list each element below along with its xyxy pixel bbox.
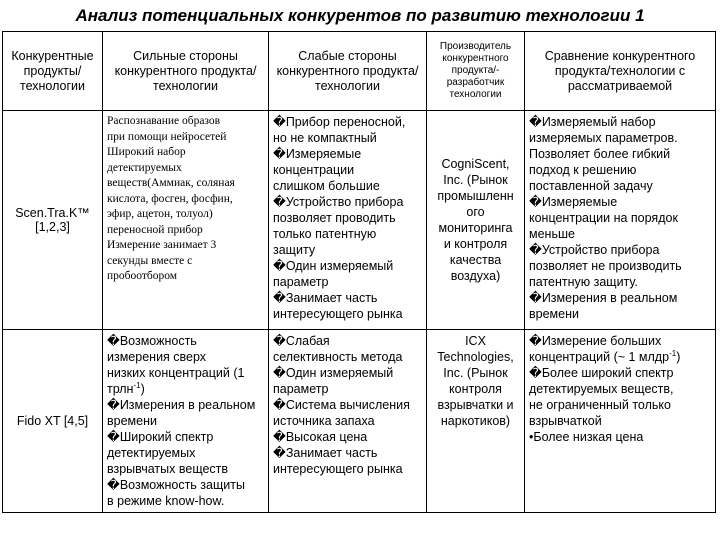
header-row bbox=[3, 32, 716, 111]
header-weaknesses: Слабые стороны конкурентного продукта/технологии bbox=[269, 32, 427, 111]
strength-line: детектируемых bbox=[107, 446, 196, 460]
strength-line: �Измерения в реальном bbox=[107, 398, 256, 412]
maker-line: ого bbox=[466, 205, 485, 219]
maker-line: мониторинга bbox=[438, 221, 513, 235]
strength-text: трлн bbox=[107, 382, 134, 396]
comparison-line: �Измерения в реальном bbox=[529, 291, 678, 305]
comparison-line: �Более широкий спектр bbox=[529, 366, 674, 380]
comparison-text: ) bbox=[676, 350, 681, 364]
maker-line: качества bbox=[449, 253, 502, 267]
competitor-table bbox=[2, 31, 716, 513]
comparison-line: �Устройство прибора bbox=[529, 243, 660, 257]
comparison-line: �Измеряемый набор bbox=[529, 115, 656, 129]
comparison-line: не ограниченный только bbox=[529, 398, 671, 412]
strength-line: �Возможность защиты bbox=[107, 478, 245, 492]
comparison-line: концентрации на порядок bbox=[529, 211, 678, 225]
weakness-line: �Система вычисления bbox=[273, 398, 410, 412]
maker-cell bbox=[427, 330, 525, 513]
weakness-line: �Занимает часть bbox=[273, 291, 378, 305]
weakness-line: слишком большие bbox=[273, 179, 380, 193]
weakness-line: �Один измеряемый bbox=[273, 366, 394, 380]
strength-line: секунды вместе с bbox=[107, 254, 193, 267]
weakness-line: �Один измеряемый bbox=[273, 259, 394, 273]
superscript: -1 bbox=[133, 380, 141, 390]
weakness-line: источника запаха bbox=[273, 414, 375, 428]
strength-line: пробоотбором bbox=[107, 270, 178, 282]
comparison-line: подход к решению bbox=[529, 163, 637, 177]
strength-line: Распознавание образов bbox=[107, 115, 221, 127]
strength-line: взрывчатых веществ bbox=[107, 462, 229, 476]
weakness-line: �Устройство прибора bbox=[273, 195, 404, 209]
comparison-line: �Измерение больших bbox=[529, 334, 662, 348]
strength-line: эфир, ацетон, толуол) bbox=[107, 208, 213, 220]
product-name: Fido XT [4,5] bbox=[3, 330, 103, 513]
page-title: Анализ потенциальных конкурентов по развитию технологии 1 bbox=[75, 6, 645, 25]
strength-line: измерения сверх bbox=[107, 350, 207, 364]
strength-line: �Возможность bbox=[107, 334, 197, 348]
table-row bbox=[3, 111, 716, 330]
product-name: Scen.Tra.K™ [1,2,3] bbox=[3, 111, 103, 330]
comparison-cell bbox=[525, 111, 716, 330]
maker-line: Technologies, bbox=[437, 350, 514, 364]
comparison-line: детектируемых веществ, bbox=[529, 382, 674, 396]
weaknesses-cell bbox=[269, 330, 427, 513]
strength-line: Широкий набор bbox=[107, 146, 186, 158]
comparison-line: Позволяет более гибкий bbox=[529, 147, 671, 161]
maker-line: Inc. (Рынок bbox=[443, 173, 508, 187]
maker-line: контроля bbox=[449, 382, 502, 396]
weakness-line: �Занимает часть bbox=[273, 446, 378, 460]
weakness-line: параметр bbox=[273, 382, 329, 396]
weakness-line: �Измеряемые bbox=[273, 147, 362, 161]
strength-line: Измерение занимает 3 bbox=[107, 239, 217, 251]
weakness-line: защиту bbox=[273, 243, 316, 257]
strength-line: в режиме know-how. bbox=[107, 494, 225, 508]
weakness-line: интересующего рынка bbox=[273, 307, 403, 321]
strength-line: времени bbox=[107, 414, 157, 428]
strength-text: ) bbox=[140, 382, 145, 396]
comparison-line: позволяет не производить bbox=[529, 259, 682, 273]
comparison-line: меньше bbox=[529, 227, 575, 241]
strength-line: низких концентраций (1 bbox=[107, 366, 245, 380]
comparison-line: поставленной задачу bbox=[529, 179, 653, 193]
comparison-line: �Измеряемые bbox=[529, 195, 618, 209]
strength-line: переносной прибор bbox=[107, 223, 203, 236]
maker-line: наркотиков) bbox=[440, 414, 511, 428]
comparison-text: концентраций (~ 1 млдр bbox=[529, 350, 670, 364]
strength-line: кислота, фосген, фосфин, bbox=[107, 192, 233, 205]
strengths-cell bbox=[103, 111, 269, 330]
comparison-line: взрывчаткой bbox=[529, 414, 602, 428]
weakness-line: �Прибор переносной, bbox=[273, 115, 406, 129]
header-products: Конкурентные продукты/ технологии bbox=[3, 32, 103, 111]
weaknesses-cell bbox=[269, 111, 427, 330]
table-row bbox=[3, 330, 716, 513]
header-maker: Производитель конкурентного продукта/- разработчик технологии bbox=[427, 32, 525, 111]
weakness-line: интересующего рынка bbox=[273, 462, 403, 476]
weakness-line: но не компактный bbox=[273, 131, 377, 145]
weakness-line: только патентную bbox=[273, 227, 377, 241]
maker-line: CogniScent, bbox=[441, 157, 510, 171]
header-comparison: Сравнение конкурентного продукта/технологии с рассматриваемой bbox=[525, 32, 716, 111]
strength-line: �Широкий спектр bbox=[107, 430, 214, 444]
strength-line bbox=[107, 381, 264, 397]
weakness-line: концентрации bbox=[273, 163, 355, 177]
weakness-line: позволяет проводить bbox=[273, 211, 396, 225]
weakness-line: селективность метода bbox=[273, 350, 403, 364]
comparison-line: измеряемых параметров. bbox=[529, 131, 678, 145]
superscript: -1 bbox=[669, 348, 677, 358]
maker-line: ICX bbox=[465, 334, 486, 348]
comparison-line: времени bbox=[529, 307, 579, 321]
comparison-cell bbox=[525, 330, 716, 513]
strength-line: детектируемых bbox=[107, 161, 182, 174]
maker-line: и контроля bbox=[443, 237, 508, 251]
maker-line: Inc. (Рынок bbox=[443, 366, 508, 380]
strength-line: веществ(Аммиак, соляная bbox=[107, 177, 235, 189]
weakness-line: параметр bbox=[273, 275, 329, 289]
weakness-line: �Высокая цена bbox=[273, 430, 368, 444]
strength-line: при помощи нейросетей bbox=[107, 130, 227, 143]
maker-line: воздуха) bbox=[450, 269, 501, 283]
maker-line: промышленн bbox=[437, 189, 514, 203]
comparison-line bbox=[529, 349, 711, 365]
maker-line: взрывчатки и bbox=[437, 398, 514, 412]
comparison-line: патентную защиту. bbox=[529, 275, 638, 289]
maker-cell bbox=[427, 111, 525, 330]
weakness-line: �Слабая bbox=[273, 334, 330, 348]
header-strengths: Сильные стороны конкурентного продукта/технологии bbox=[103, 32, 269, 111]
comparison-line: •Более низкая цена bbox=[529, 430, 644, 444]
strengths-cell bbox=[103, 330, 269, 513]
